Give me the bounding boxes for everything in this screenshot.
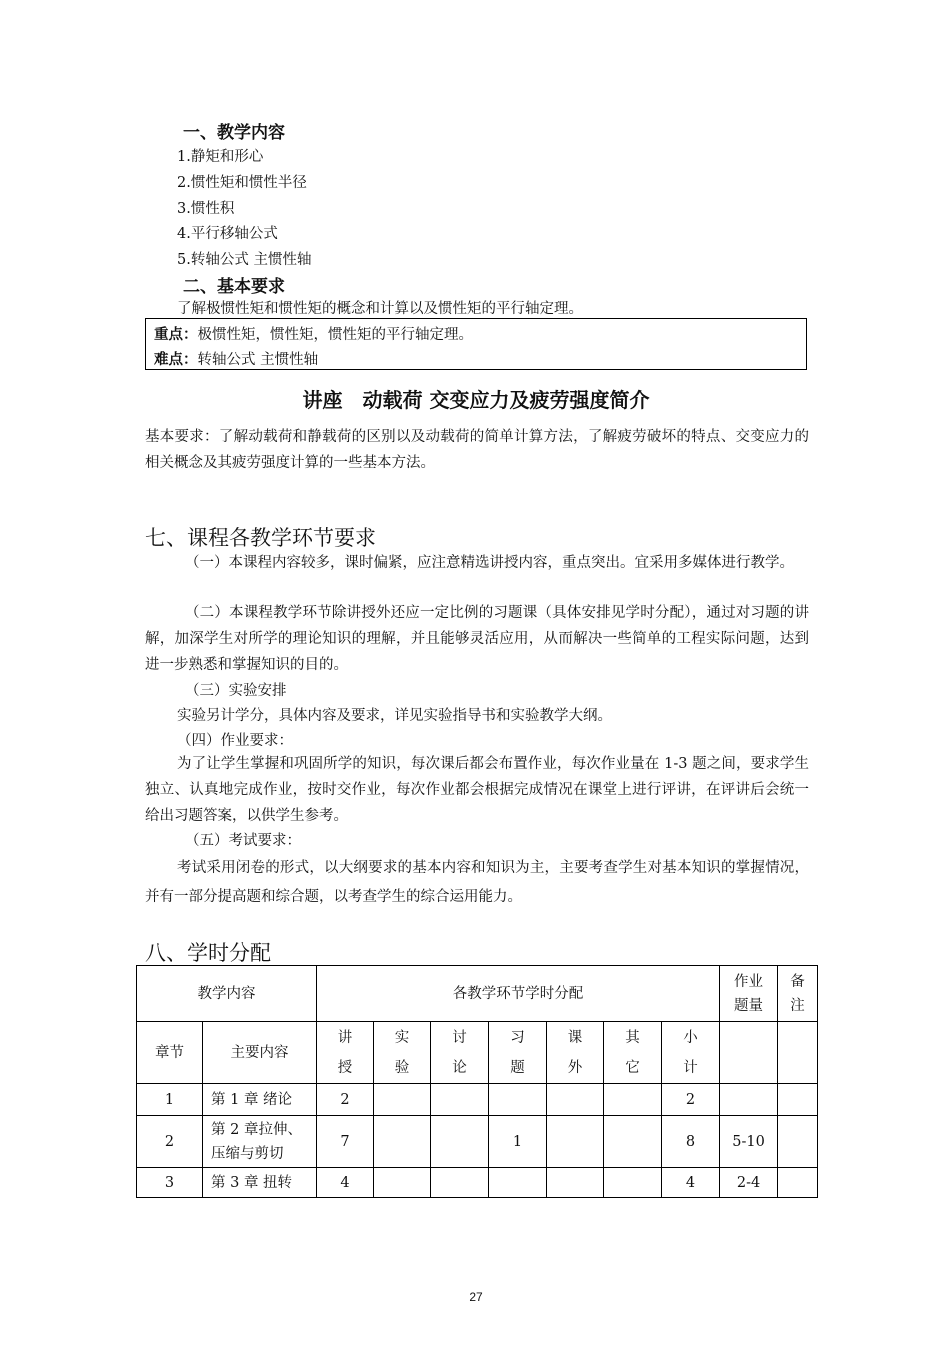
empty-cell (720, 1022, 778, 1084)
cell-subtotal: 8 (662, 1116, 720, 1168)
difficult-label: 难点： (154, 352, 198, 368)
header-extracurricular: 课外 (547, 1022, 604, 1084)
header-exercise: 习题 (489, 1022, 547, 1084)
cell-other (604, 1116, 662, 1168)
header-homework: 作业题量 (720, 966, 778, 1022)
hours-table (136, 965, 818, 1198)
requirements-text: 了解极惯性矩和惯性矩的概念和计算以及惯性矩的平行轴定理。 (177, 301, 583, 317)
section-heading-content: 一、教学内容 (183, 123, 285, 143)
content-item: 3.惯性积 (177, 201, 235, 217)
teaching-paragraph-1: （一）本课程内容较多，课时偏紧，应注意精选讲授内容，重点突出。宜采用多媒体进行教学。 (185, 555, 794, 571)
cell-chapter: 1 (137, 1084, 203, 1116)
key-point-line (154, 323, 473, 344)
lecture-title: 讲座 动载荷 交变应力及疲劳强度简介 (302, 388, 650, 412)
cell-lecture: 2 (317, 1084, 374, 1116)
content-item: 1.静矩和形心 (177, 149, 264, 165)
cell-extracurricular (547, 1168, 604, 1198)
cell-discussion (431, 1084, 489, 1116)
cell-exercise: 1 (489, 1116, 547, 1168)
cell-subtotal: 2 (662, 1084, 720, 1116)
header-remark: 备注 (778, 966, 818, 1022)
teaching-subtitle-exam: （五）考试要求： (185, 833, 301, 849)
empty-cell (778, 1022, 818, 1084)
cell-homework: 2-4 (720, 1168, 778, 1198)
content-item: 5.转轴公式 主惯性轴 (177, 252, 312, 268)
key-points-box (145, 318, 807, 370)
table-header-row (137, 966, 818, 1022)
teaching-subtitle-homework: （四）作业要求： (177, 733, 293, 749)
section-heading-hours: 八、学时分配 (145, 941, 271, 965)
header-chapter: 章节 (137, 1022, 203, 1084)
table-row (137, 1084, 818, 1116)
cell-chapter: 3 (137, 1168, 203, 1198)
cell-lab (374, 1084, 431, 1116)
table-row (137, 1116, 818, 1168)
cell-discussion (431, 1168, 489, 1198)
cell-lecture: 4 (317, 1168, 374, 1198)
header-discussion: 讨论 (431, 1022, 489, 1084)
page-number: 27 (469, 1290, 483, 1304)
teaching-lab-text: 实验另计学分，具体内容及要求，详见实验指导书和实验教学大纲。 (177, 708, 612, 724)
cell-extracurricular (547, 1084, 604, 1116)
lecture-requirement: 基本要求：了解动载荷和静载荷的区别以及动载荷的简单计算方法，了解疲劳破坏的特点、交变应力的相关概念及其疲劳强度计算的一些基本方法。 (145, 429, 809, 471)
key-label: 重点： (154, 327, 198, 343)
content-item: 4.平行移轴公式 (177, 226, 278, 242)
header-lecture: 讲授 (317, 1022, 374, 1084)
teaching-exam-text: 考试采用闭卷的形式，以大纲要求的基本内容和知识为主，主要考查学生对基本知识的掌握情况，并有一部分提高题和综合题，以考查学生的综合运用能力。 (145, 860, 809, 905)
difficult-text: 转轴公式 主惯性轴 (197, 352, 319, 368)
cell-other (604, 1084, 662, 1116)
key-text: 极惯性矩，惯性矩，惯性矩的平行轴定理。 (197, 327, 473, 343)
cell-remark (778, 1084, 818, 1116)
cell-chapter: 2 (137, 1116, 203, 1168)
content-item: 2.惯性矩和惯性半径 (177, 175, 307, 191)
teaching-homework-text: 为了让学生掌握和巩固所学的知识，每次课后都会布置作业，每次作业量在 1-3 题之间，要求学生独立、认真地完成作业，按时交作业，每次作业都会根据完成情况在课堂上进行评讲，在评讲后会统一给出习题答案，以供学生参考。 (145, 756, 809, 824)
cell-content: 第 1 章 绪论 (203, 1084, 317, 1116)
cell-homework: 5-10 (720, 1116, 778, 1168)
cell-content: 第 3 章 扭转 (203, 1168, 317, 1198)
cell-homework (720, 1084, 778, 1116)
cell-subtotal: 4 (662, 1168, 720, 1198)
section-heading-teaching: 七、课程各教学环节要求 (145, 526, 376, 550)
teaching-subtitle-lab: （三）实验安排 (185, 683, 287, 699)
table-row (137, 1168, 818, 1198)
header-main-content: 主要内容 (203, 1022, 317, 1084)
cell-remark (778, 1116, 818, 1168)
cell-discussion (431, 1116, 489, 1168)
cell-lecture: 7 (317, 1116, 374, 1168)
header-other: 其它 (604, 1022, 662, 1084)
cell-exercise (489, 1084, 547, 1116)
cell-lab (374, 1116, 431, 1168)
table-subheader-row (137, 1022, 818, 1084)
cell-extracurricular (547, 1116, 604, 1168)
cell-other (604, 1168, 662, 1198)
cell-remark (778, 1168, 818, 1198)
cell-content: 第 2 章拉伸、压缩与剪切 (203, 1116, 317, 1168)
header-lab: 实验 (374, 1022, 431, 1084)
section-heading-requirements: 二、基本要求 (183, 277, 285, 297)
cell-lab (374, 1168, 431, 1198)
header-allocation: 各教学环节学时分配 (317, 966, 720, 1022)
header-subtotal: 小计 (662, 1022, 720, 1084)
difficult-point-line (154, 348, 318, 369)
teaching-paragraph-2: （二）本课程教学环节除讲授外还应一定比例的习题课（具体安排见学时分配），通过对习题的讲解，加深学生对所学的理论知识的理解，并且能够灵活应用，从而解决一些简单的工程实际问题，达到进一步熟悉和掌握知识的目的。 (145, 605, 809, 673)
cell-exercise (489, 1168, 547, 1198)
header-content: 教学内容 (137, 966, 317, 1022)
